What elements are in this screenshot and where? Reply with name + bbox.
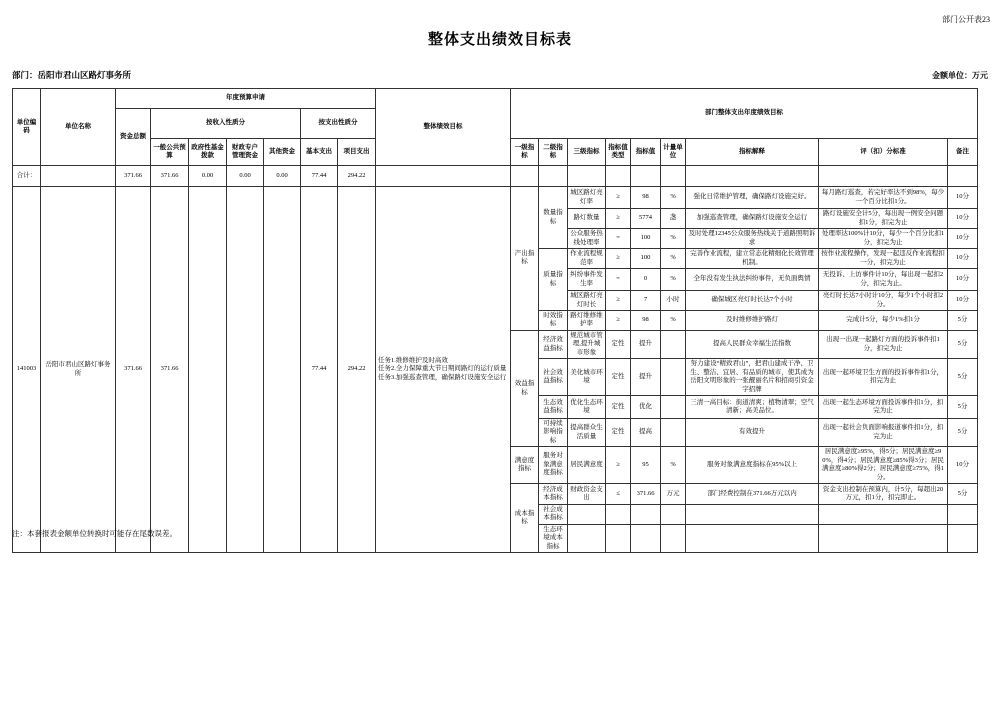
scoring-standard: 按作业流程操作，发现一起违反作业流程扣一分，扣完为止	[819, 249, 948, 269]
value-type: ≥	[606, 311, 631, 331]
scoring-standard: 亮灯时长达7小时计10分，每少1个小时扣2分。	[819, 291, 948, 311]
col-header-explain: 指标解释	[686, 139, 819, 166]
totals-empty-scoring	[819, 166, 948, 187]
value-type: 定性	[606, 418, 631, 446]
totals-empty-remark	[948, 166, 978, 187]
scoring-standard: 出现一起环境卫生方面的投诉事件扣1分，扣完为止	[819, 359, 948, 396]
totals-empty-type	[606, 166, 631, 187]
measure-unit: %	[661, 447, 686, 484]
indicator-explain: 努力建设“精致君山”，把君山建成干净、卫生、整洁、宜居、有品质的城市，使其成为岳阳文明形象的一张靓丽名片和招商引资金字招牌	[686, 359, 819, 396]
col-header-by-expense: 按支出性质分	[301, 109, 376, 139]
perf-row	[13, 187, 978, 209]
measure-unit: 小时	[661, 291, 686, 311]
remark: 5分	[948, 330, 978, 358]
remark: 5分	[948, 359, 978, 396]
value-type	[606, 524, 631, 552]
col-header-remark: 备注	[948, 139, 978, 166]
indicator-explain: 提高人民群众幸福生活指数	[686, 330, 819, 358]
indicator-explain: 三清一高目标：街道清爽；植物清翠；空气清新；高美品位。	[686, 395, 819, 418]
indicator-value: 5774	[631, 209, 661, 229]
entity-name: 岳阳市君山区路灯事务所	[41, 187, 116, 553]
col-header-l2: 二级指标	[539, 139, 568, 166]
indicator-explain	[686, 505, 819, 525]
entity-fiscal	[227, 187, 264, 553]
measure-unit	[661, 524, 686, 552]
goal-line-2: 任务2.全力保障重大节日期间路灯的运行质量	[378, 365, 507, 373]
col-header-by-income: 按收入性质分	[151, 109, 301, 139]
measure-unit	[661, 330, 686, 358]
value-type: =	[606, 229, 631, 249]
totals-general: 371.66	[151, 166, 189, 187]
footnote: 注：本套报表金额单位转换时可能存在尾数误差。	[12, 529, 177, 538]
value-type: 定性	[606, 330, 631, 358]
col-header-other-funds: 其他资金	[264, 139, 301, 166]
measure-unit	[661, 505, 686, 525]
col-header-overall-target: 整体绩效目标	[376, 89, 511, 166]
value-type: ≥	[606, 209, 631, 229]
remark: 5分	[948, 311, 978, 331]
remark: 5分	[948, 395, 978, 418]
indicator-explain: 确保城区亮灯时长达7个小时	[686, 291, 819, 311]
l1-indicator: 成本指标	[511, 484, 539, 553]
l3-indicator: 纠纷事件发生率	[568, 269, 606, 291]
col-header-l1: 一级指标	[511, 139, 539, 166]
value-type: ≤	[606, 484, 631, 505]
indicator-value: 0	[631, 269, 661, 291]
value-type: ≥	[606, 447, 631, 484]
totals-empty-l2	[539, 166, 568, 187]
totals-name-empty	[41, 166, 116, 187]
col-header-unit: 计量单位	[661, 139, 686, 166]
measure-unit	[661, 395, 686, 418]
scoring-standard: 居民满意度≥95%，得5分；居民满意度≥90%，得4分；居民满意度≥85%得3分；居民满意度≥80%得2分；居民满意度≥75%，得1分。	[819, 447, 948, 484]
col-header-fiscal-account: 财政专户管理资金	[227, 139, 264, 166]
indicator-value: 提高	[631, 418, 661, 446]
scoring-standard: 出现一出现一起路灯方面的投诉事件扣1分，扣完为止	[819, 330, 948, 358]
l2-indicator: 经济成本指标	[539, 484, 568, 505]
measure-unit: %	[661, 229, 686, 249]
scoring-standard	[819, 505, 948, 525]
remark: 5分	[948, 418, 978, 446]
l3-indicator	[568, 524, 606, 552]
scoring-standard: 出现一起社会负面影响报道事件扣1分，扣完为止	[819, 418, 948, 446]
l3-indicator: 美化城市环境	[568, 359, 606, 396]
indicator-explain: 部门经费控制在371.66万元以内	[686, 484, 819, 505]
totals-gov: 0.00	[189, 166, 227, 187]
indicator-explain: 服务对象满意度指标在95%以上	[686, 447, 819, 484]
indicator-value: 371.66	[631, 484, 661, 505]
remark: 10分	[948, 447, 978, 484]
totals-empty-l1	[511, 166, 539, 187]
totals-basic: 77.44	[301, 166, 338, 187]
indicator-explain: 有效提升	[686, 418, 819, 446]
remark	[948, 524, 978, 552]
remark: 10分	[948, 269, 978, 291]
scoring-standard: 出现一起生态环境方面投诉事件扣1分，扣完为止	[819, 395, 948, 418]
entity-basic: 77.44	[301, 187, 338, 553]
performance-table	[12, 88, 978, 553]
col-header-project-expense: 项目支出	[338, 139, 376, 166]
remark: 10分	[948, 291, 978, 311]
value-type: 定性	[606, 359, 631, 396]
col-header-value: 指标值	[631, 139, 661, 166]
measure-unit: 万元	[661, 484, 686, 505]
indicator-value: 95	[631, 447, 661, 484]
scoring-standard: 每月路灯巡查，若完好率达不到98%，每少一个百分比扣1分。	[819, 187, 948, 209]
entity-overall-goals	[376, 187, 511, 553]
col-header-value-type: 指标值类型	[606, 139, 631, 166]
indicator-value: 98	[631, 187, 661, 209]
measure-unit: %	[661, 311, 686, 331]
header-row-1	[13, 89, 978, 109]
entity-other	[264, 187, 301, 553]
measure-unit: %	[661, 187, 686, 209]
totals-empty-l3	[568, 166, 606, 187]
l3-indicator: 城区路灯亮灯率	[568, 187, 606, 209]
totals-total: 371.66	[116, 166, 151, 187]
totals-goal-empty	[376, 166, 511, 187]
l3-indicator: 作业流程规范率	[568, 249, 606, 269]
col-header-l3: 三级指标	[568, 139, 606, 166]
indicator-value: 100	[631, 229, 661, 249]
value-type: 定性	[606, 395, 631, 418]
indicator-value: 优化	[631, 395, 661, 418]
goal-line-3: 任务3.加强巡查管理，确保路灯设施安全运行	[378, 373, 507, 381]
totals-empty-value	[631, 166, 661, 187]
value-type: =	[606, 269, 631, 291]
l3-indicator: 优化生态环境	[568, 395, 606, 418]
remark: 10分	[948, 187, 978, 209]
l2-indicator: 时效指标	[539, 311, 568, 331]
measure-unit: %	[661, 249, 686, 269]
value-type: ≥	[606, 249, 631, 269]
value-type: ≥	[606, 291, 631, 311]
scoring-standard: 完成计5分，每少1%扣1分	[819, 311, 948, 331]
entity-gov	[189, 187, 227, 553]
scoring-standard: 资金支出控制在预算内，计5分，每超出20万元，扣1分，扣完即止。	[819, 484, 948, 505]
scoring-standard: 处理率达100%计10分，每少一个百分比扣1分，扣完为止	[819, 229, 948, 249]
l1-indicator: 满意度指标	[511, 447, 539, 484]
indicator-explain: 加强巡查管理，确保路灯设施安全运行	[686, 209, 819, 229]
l2-indicator: 质量指标	[539, 249, 568, 311]
totals-empty-explain	[686, 166, 819, 187]
col-header-unit-code: 单位编码	[13, 89, 41, 166]
entity-general: 371.66	[151, 187, 189, 553]
l3-indicator: 居民满意度	[568, 447, 606, 484]
l1-indicator: 效益指标	[511, 330, 539, 446]
remark	[948, 505, 978, 525]
l3-indicator: 城区路灯亮灯时长	[568, 291, 606, 311]
l2-indicator: 生态环境成本指标	[539, 524, 568, 552]
col-header-general-public: 一般公共预算	[151, 139, 189, 166]
entity-project: 294.22	[338, 187, 376, 553]
indicator-value: 提升	[631, 330, 661, 358]
totals-fiscal: 0.00	[227, 166, 264, 187]
l2-indicator: 服务对象满意度指标	[539, 447, 568, 484]
entity-total: 371.66	[116, 187, 151, 553]
scoring-standard: 路灯设施安全计5分，每出现一例安全问题扣1分，扣完为止	[819, 209, 948, 229]
measure-unit	[661, 359, 686, 396]
remark: 10分	[948, 229, 978, 249]
totals-project: 294.22	[338, 166, 376, 187]
col-header-basic-expense: 基本支出	[301, 139, 338, 166]
l2-indicator: 生态效益指标	[539, 395, 568, 418]
totals-label: 合计：	[13, 166, 41, 187]
l1-indicator: 产出指标	[511, 187, 539, 331]
doc-number-label: 部门公开表23	[942, 15, 990, 24]
l3-indicator: 公众服务热线处理率	[568, 229, 606, 249]
col-header-unit-name: 单位名称	[41, 89, 116, 166]
totals-row	[13, 166, 978, 187]
indicator-explain	[686, 524, 819, 552]
l2-indicator: 社会效益指标	[539, 359, 568, 396]
value-type	[606, 505, 631, 525]
l2-indicator: 数量指标	[539, 187, 568, 249]
indicator-explain: 强化日常维护管理，确保路灯设施完好。	[686, 187, 819, 209]
col-header-scoring: 评（扣）分标准	[819, 139, 948, 166]
entity-code: 141003	[13, 187, 41, 553]
indicator-value: 98	[631, 311, 661, 331]
totals-other: 0.00	[264, 166, 301, 187]
measure-unit: 盏	[661, 209, 686, 229]
l3-indicator: 路灯维修维护率	[568, 311, 606, 331]
l2-indicator: 经济效益指标	[539, 330, 568, 358]
scoring-standard	[819, 524, 948, 552]
l3-indicator	[568, 505, 606, 525]
measure-unit	[661, 418, 686, 446]
l3-indicator: 规范城市管理,提升城市形象	[568, 330, 606, 358]
l2-indicator: 可持续影响指标	[539, 418, 568, 446]
department-label: 部门：岳阳市君山区路灯事务所	[12, 70, 132, 80]
indicator-value	[631, 524, 661, 552]
indicator-value: 100	[631, 249, 661, 269]
col-header-dept-perf-title: 部门整体支出年度绩效目标	[511, 89, 978, 139]
l3-indicator: 路灯数量	[568, 209, 606, 229]
remark: 5分	[948, 484, 978, 505]
indicator-value: 提升	[631, 359, 661, 396]
col-header-gov-fund: 政府性基金拨款	[189, 139, 227, 166]
l2-indicator: 社会成本指标	[539, 505, 568, 525]
remark: 10分	[948, 249, 978, 269]
scoring-standard: 无投诉、上访事件计10分，每出现一起扣2分，扣完为止。	[819, 269, 948, 291]
indicator-value: 7	[631, 291, 661, 311]
page-title: 整体支出绩效目标表	[427, 32, 572, 48]
goal-line-1: 任务1.维修维护及时高效	[378, 356, 448, 364]
l3-indicator: 提高群众生活质量	[568, 418, 606, 446]
indicator-explain: 全年没有发生执法纠纷事件，无负面舆情	[686, 269, 819, 291]
indicator-value	[631, 505, 661, 525]
col-header-total-funds: 资金总额	[116, 109, 151, 166]
totals-empty-unit	[661, 166, 686, 187]
indicator-explain: 完善作业流程，建立常态化精细化长效管理机制。	[686, 249, 819, 269]
remark: 10分	[948, 209, 978, 229]
value-type: ≥	[606, 187, 631, 209]
indicator-explain: 及时维修维护路灯	[686, 311, 819, 331]
col-header-annual-budget: 年度预算申请	[116, 89, 376, 109]
indicator-explain: 及时处理12345公众服务热线关于道路照明诉求	[686, 229, 819, 249]
measure-unit: %	[661, 269, 686, 291]
amount-unit-label: 金额单位：万元	[932, 71, 988, 80]
l3-indicator: 财政资金支出	[568, 484, 606, 505]
